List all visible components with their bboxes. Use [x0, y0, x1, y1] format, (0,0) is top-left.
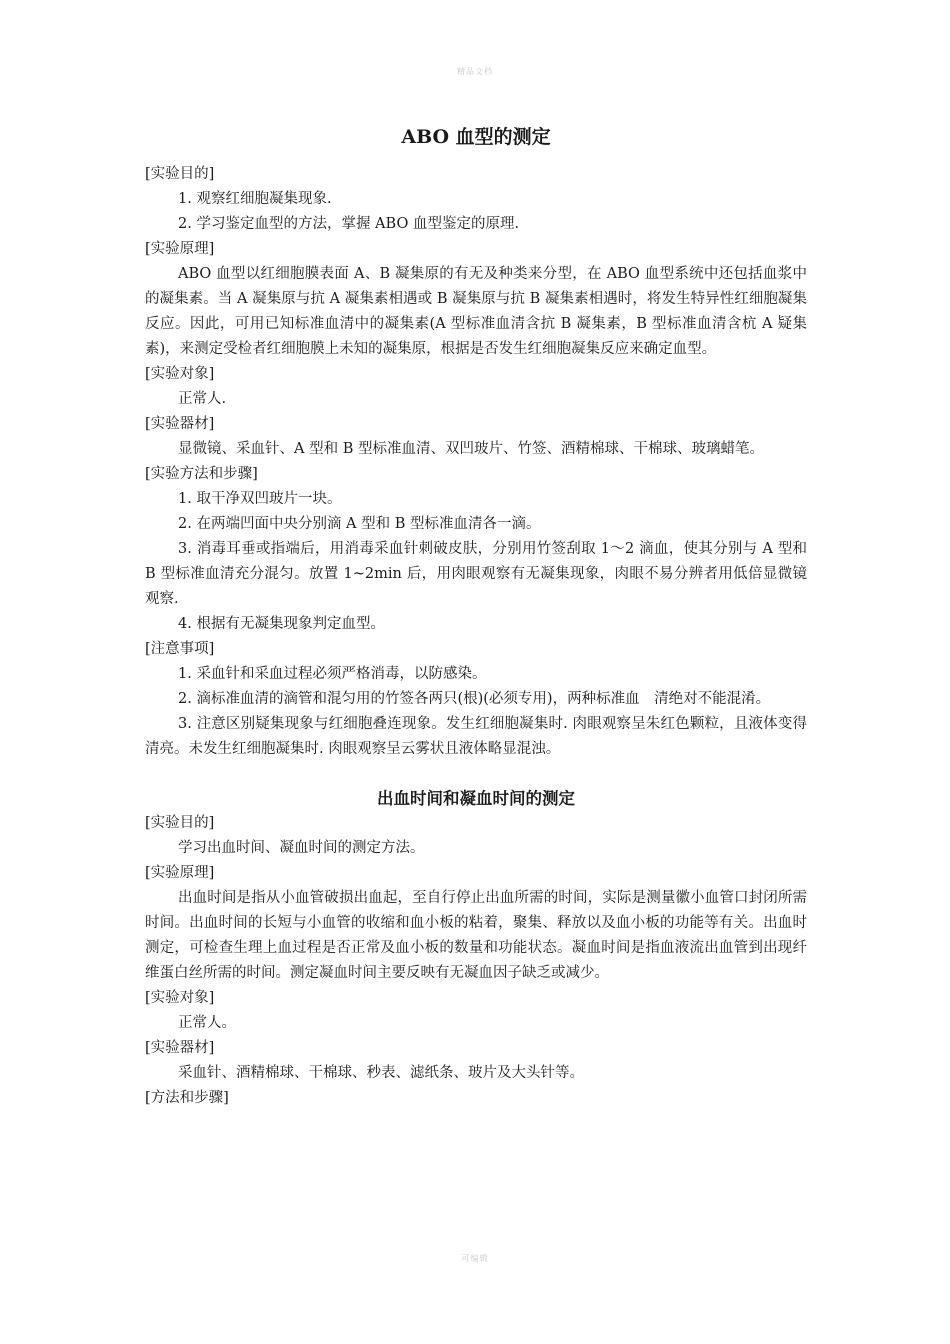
method-item-2: 2. 在两端凹面中央分别滴 A 型和 B 型标准血清各一滴。: [178, 516, 541, 532]
section-heading-subject: [实验对象]: [145, 366, 215, 382]
purpose-item-1: 1. 观察红细胞凝集现象.: [178, 191, 332, 207]
section2-principle-paragraph: 出血时间是指从小血管破损出血起，至自行停止出血所需的时间，实际是测量徽小血管口封闭所需时间。出血时间的长短与小血管的收缩和血小板的粘着，聚集、释放以及血小板的功能等有关。出血时测定，可检查生理上血过程是否正常及血小板的数量和功能状态。凝血时间是指血液流出血管到出现纤维蛋白丝所需的时间。测定凝血时间主要反映有无凝血因子缺乏或减少。: [145, 890, 807, 981]
section2-heading-principle: [实验原理]: [145, 865, 215, 881]
section2-heading-method: [方法和步骤]: [145, 1090, 229, 1106]
section2-equipment-text: 采血针、酒精棉球、干棉球、秒表、滤纸条、玻片及大头针等。: [178, 1065, 584, 1081]
section2-purpose-text: 学习出血时间、凝血时间的测定方法。: [178, 840, 425, 856]
purpose-item-2: 2. 学习鉴定血型的方法，掌握 ABO 血型鉴定的原理.: [178, 216, 520, 232]
section2-subject-text: 正常人。: [178, 1015, 236, 1031]
section2-heading-subject: [实验对象]: [145, 990, 215, 1006]
section2-heading-purpose: [实验目的]: [145, 815, 215, 831]
footer-watermark: 可编辑: [461, 1254, 489, 1263]
notes-item-1: 1. 采血针和采血过程必须严格消毒，以防感染。: [178, 666, 487, 682]
header-watermark: 精品文档: [457, 67, 493, 76]
document-page: [145, 122, 807, 1111]
equipment-paragraph: 显微镜、采血针、A 型和 B 型标准血清、双凹玻片、竹签、酒精棉球、干棉球、玻璃蜡笔。: [178, 441, 764, 457]
section-heading-equipment: [实验器材]: [145, 416, 215, 432]
section-heading-purpose: [实验目的]: [145, 166, 215, 182]
section-heading-principle: [实验原理]: [145, 241, 215, 257]
subject-text: 正常人.: [178, 391, 227, 407]
section-heading-notes: [注意事项]: [145, 641, 215, 657]
notes-item-3: 3. 注意区别疑集现象与红细胞叠连现象。发生红细胞凝集时. 肉眼观察呈朱红色颗粒，且液体变得清亮。未发生红细胞凝集时. 肉眼观察呈云雾状且液体略显混浊。: [145, 716, 807, 757]
section-heading-method: [实验方法和步骤]: [145, 466, 258, 482]
section2-heading-equipment: [实验器材]: [145, 1040, 215, 1056]
section-title-2: 出血时间和凝血时间的测定: [377, 789, 575, 808]
method-item-4: 4. 根据有无凝集现象判定血型。: [178, 616, 385, 632]
method-item-3: 3. 消毒耳垂或指端后，用消毒采血针刺破皮肤，分别用竹签刮取 1～2 滴血，使其分别与 A 型和 B 型标准血清充分混匀。放置 1~2min 后，用肉眼观察有无凝集现象，肉眼不易分辨者用低倍显微镜观察.: [145, 541, 807, 607]
page-title: ABO 血型的测定: [401, 126, 551, 148]
notes-item-2: 2. 滴标准血清的滴管和混匀用的竹签各两只(根)(必须专用)，两种标准血 清绝对不能混淆。: [178, 691, 771, 707]
method-item-1: 1. 取干净双凹玻片一块。: [178, 491, 342, 507]
principle-paragraph: ABO 血型以红细胞膜表面 A、B 凝集原的有无及种类来分型，在 ABO 血型系统中还包括血浆中的凝集素。当 A 凝集原与抗 A 凝集素相遇或 B 凝集原与抗 B 凝集素相遇时，将发生特异性红细胞凝集反应。因此，可用已知标准血清中的凝集素(A 型标准血清含抗 B 凝集素，B 型标准血清含杭 A 疑集素)，来测定受检者红细胞膜上未知的凝集原，根据是否发生红细胞凝集反应来确定血型。: [145, 266, 807, 357]
